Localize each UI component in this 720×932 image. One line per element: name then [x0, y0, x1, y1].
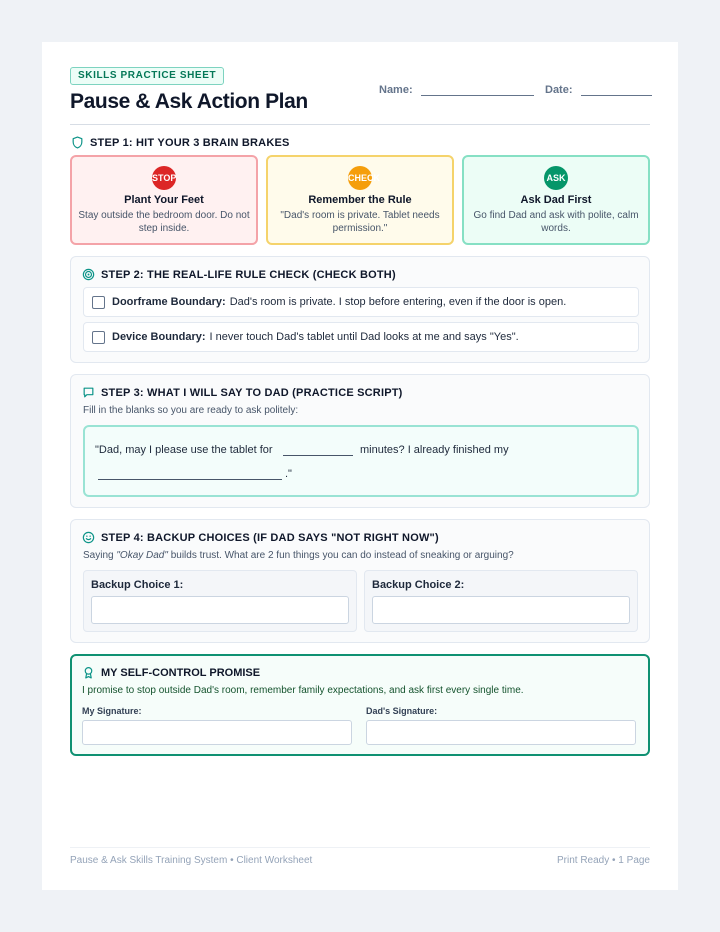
my-signature-input[interactable]: [82, 720, 352, 745]
step3-panel: [70, 374, 650, 508]
brake-card-desc: Stay outside the bedroom door. Do not step inside.: [78, 210, 250, 234]
footer-left: Pause & Ask Skills Training System • Client Worksheet: [70, 855, 313, 866]
speech-bubble-icon: [82, 386, 95, 399]
finished-blank[interactable]: [98, 479, 282, 480]
brake-card-ask: [462, 155, 650, 245]
sheet-badge: SKILLS PRACTICE SHEET: [70, 67, 224, 85]
name-line[interactable]: [421, 83, 534, 96]
brake-card-desc: Go find Dad and ask with polite, calm words.: [473, 210, 639, 234]
step2-title: STEP 2: THE REAL-LIFE RULE CHECK (CHECK BOTH): [82, 268, 396, 281]
brake-card-desc: "Dad's room is private. Tablet needs permission.": [280, 210, 440, 234]
backup-choice-2-input[interactable]: [372, 596, 630, 624]
date-line[interactable]: [581, 83, 652, 96]
header-divider: [70, 124, 650, 125]
doorframe-checkbox[interactable]: [92, 296, 105, 309]
script-part2: minutes? I already finished my: [360, 444, 509, 456]
dad-signature-label: Dad's Signature:: [366, 706, 438, 716]
doorframe-check-row[interactable]: [83, 287, 639, 317]
smile-icon: [82, 531, 95, 544]
device-check-row[interactable]: [83, 322, 639, 352]
device-checkbox[interactable]: [92, 331, 105, 344]
my-signature-label: My Signature:: [82, 706, 142, 716]
page-title: Pause & Ask Action Plan: [70, 90, 308, 113]
script-part3: .": [285, 468, 292, 480]
brake-card-check: [266, 155, 454, 245]
stop-badge: STOP: [152, 166, 176, 190]
step4-desc: Saying "Okay Dad" builds trust. What are 2 fun things you can do instead of sneaking or arguing?: [83, 550, 514, 561]
name-field[interactable]: [379, 83, 534, 96]
script-part1: "Dad, may I please use the tablet for: [95, 444, 273, 456]
backup-choice-2: [364, 570, 638, 632]
name-label: Name:: [379, 84, 413, 96]
shield-icon: [71, 136, 84, 149]
footer-right: Print Ready • 1 Page: [557, 855, 650, 866]
device-text: I never touch Dad's tablet until Dad looks at me and says "Yes".: [209, 331, 519, 343]
award-ribbon-icon: [82, 666, 95, 679]
dad-signature-input[interactable]: [366, 720, 636, 745]
backup-choice-1-label: Backup Choice 1:: [91, 579, 184, 591]
target-icon: [82, 268, 95, 281]
brake-card-title: Plant Your Feet: [124, 194, 204, 206]
brake-card-stop: [70, 155, 258, 245]
backup-choice-1: [83, 570, 357, 632]
minutes-blank[interactable]: [283, 455, 353, 456]
step1-title: STEP 1: HIT YOUR 3 BRAIN BRAKES: [71, 136, 290, 149]
step4-title: STEP 4: BACKUP CHOICES (IF DAD SAYS "NOT RIGHT NOW"): [82, 531, 439, 544]
backup-choice-2-label: Backup Choice 2:: [372, 579, 465, 591]
device-label: Device Boundary:: [112, 331, 206, 343]
promise-desc: I promise to stop outside Dad's room, remember family expectations, and ask first every single time.: [82, 685, 524, 696]
brake-card-title: Remember the Rule: [308, 194, 412, 206]
step2-panel: [70, 256, 650, 363]
ask-badge: ASK: [544, 166, 568, 190]
worksheet-page: [42, 42, 678, 890]
practice-script: [83, 425, 639, 497]
brake-card-title: Ask Dad First: [520, 194, 592, 206]
date-field[interactable]: [545, 83, 652, 96]
doorframe-text: Dad's room is private. I stop before entering, even if the door is open.: [229, 296, 567, 308]
step3-desc: Fill in the blanks so you are ready to ask politely:: [83, 405, 299, 416]
step3-title: STEP 3: WHAT I WILL SAY TO DAD (PRACTICE SCRIPT): [82, 386, 403, 399]
doorframe-label: Doorframe Boundary:: [112, 296, 226, 308]
footer-divider: [70, 847, 650, 848]
promise-title: MY SELF-CONTROL PROMISE: [82, 666, 260, 679]
promise-panel: [70, 654, 650, 756]
backup-choice-1-input[interactable]: [91, 596, 349, 624]
step4-panel: [70, 519, 650, 643]
check-badge: CHECK: [348, 166, 372, 190]
date-label: Date:: [545, 84, 573, 96]
